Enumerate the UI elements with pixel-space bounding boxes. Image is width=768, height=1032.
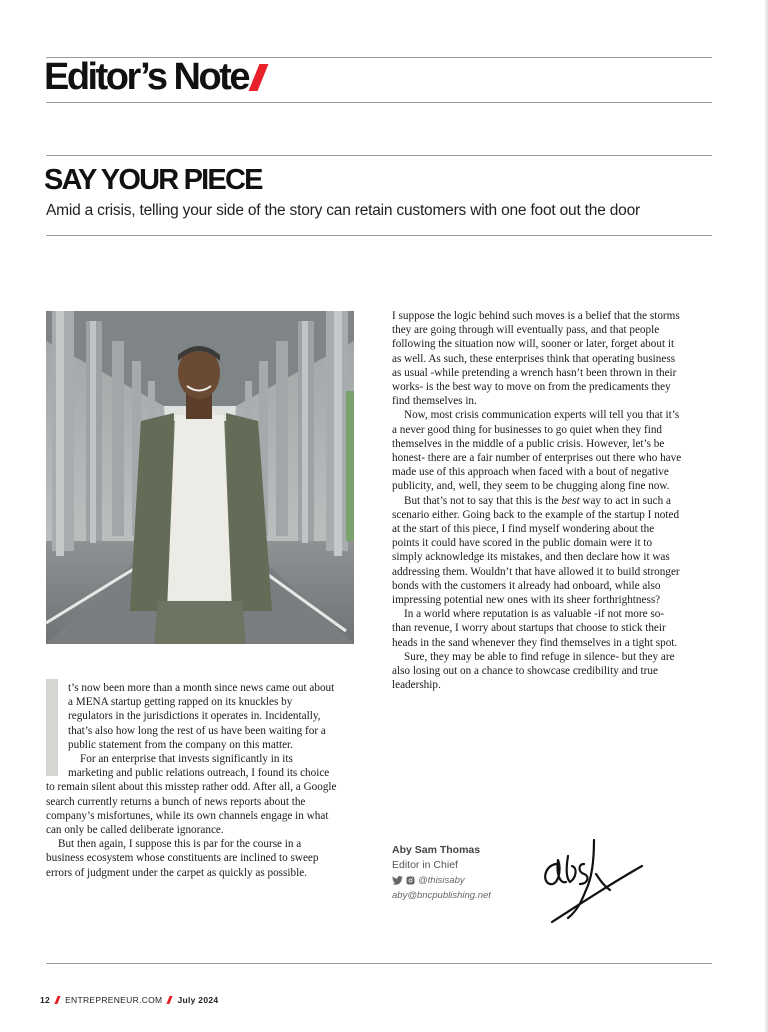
body-text: But that’s not to say that this is the (404, 494, 562, 507)
body-paragraph: t’s now been more than a month since news came out about a MENA startup getting rapped on its knuckles by regulators in the jurisdictions it operates in. Incidentally, that’s also how long the rest of us have been waiting for a public statement from the company on this matter. (68, 682, 335, 751)
article-deck: Amid a crisis, telling your side of the story can retain customers with one foot out the door (46, 202, 640, 219)
instagram-icon (406, 876, 415, 885)
body-paragraph: But then again, I suppose this is par for the course in a business ecosystem whose constituents are inclined to sweep errors of judgment under the carpet as quickly as possible. (46, 838, 319, 879)
twitter-icon (392, 876, 403, 885)
headline-top-rule (46, 155, 712, 156)
author-handle: @thisisaby (418, 875, 465, 886)
article-headline: SAY YOUR PIECE (44, 164, 262, 196)
drop-cap (46, 679, 58, 776)
body-paragraph: I suppose the logic behind such moves is a belief that the storms they are going through will eventually pass, and that people following the situation now will, sooner or later, forget about it as well. As such, these enterprises think that operating business as usual -while pretending a wrench hasn’t been thrown in their works- is the best way to move on from the predicaments they find themselves in. (392, 310, 680, 408)
author-title: Editor in Chief (392, 859, 458, 871)
author-photo (46, 311, 354, 644)
section-title: Editor’s Note (44, 56, 248, 98)
body-paragraph: Now, most crisis communication experts will tell you that it’s a never good thing for businesses to go quiet when they find themselves in the middle of a public crisis. However, let’s be honest- there are a fair number of enterprises out there who have made use of this approach when faced with a bout of negative publicity, and, well, they seem to be chugging along fine now. (392, 409, 682, 493)
handwritten-signature (538, 834, 648, 926)
red-slash-icon (54, 996, 60, 1004)
section-header (44, 58, 263, 96)
body-paragraph: For an enterprise that invests significantly in its marketing and public relations outreach, I found its choice to remain silent about this misstep rather odd. After all, a Google search currently returns a bunch of news reports about the company’s misfortunes, while its own channels engage in what can only be called deliberate ignorance. (46, 753, 337, 837)
article-column-2 (392, 309, 684, 692)
page-footer (40, 995, 218, 1005)
footer-issue: July 2024 (177, 995, 219, 1005)
author-email: aby@bncpublishing.net (392, 890, 491, 901)
article-column-1 (46, 681, 338, 880)
body-text: way to act in such a scenario either. Going back to the example of the startup I noted at the start of this piece, I find myself wondering about the points it could have scored in the public domain were it to simply acknowledge its mistakes, and then declare how it was addressing them. Wouldn’t that have allowed it to build stronger bonds with the customers it already had onboard, while also impressing potential new ones with its sheer forthrightness? (392, 494, 680, 607)
body-paragraph: Sure, they may be able to find refuge in silence- but they are also losing out on a chance to showcase credibility and true leadership. (392, 650, 675, 692)
header-bottom-rule (46, 102, 712, 103)
author-social (392, 875, 465, 886)
author-name: Aby Sam Thomas (392, 844, 481, 856)
emphasis-text: best (561, 494, 580, 507)
footer-rule (46, 963, 712, 964)
page-number: 12 (40, 995, 51, 1005)
body-paragraph (392, 494, 684, 608)
footer-site: ENTREPRENEUR.COM (65, 995, 163, 1005)
headline-bottom-rule (46, 235, 712, 236)
red-slash-icon (249, 64, 269, 91)
body-paragraph: In a world where reputation is as valuable -if not more so- than revenue, I worry about startups that choose to stick their heads in the sand whenever they find themselves in a tight spot. (392, 608, 678, 649)
red-slash-icon (167, 996, 173, 1004)
